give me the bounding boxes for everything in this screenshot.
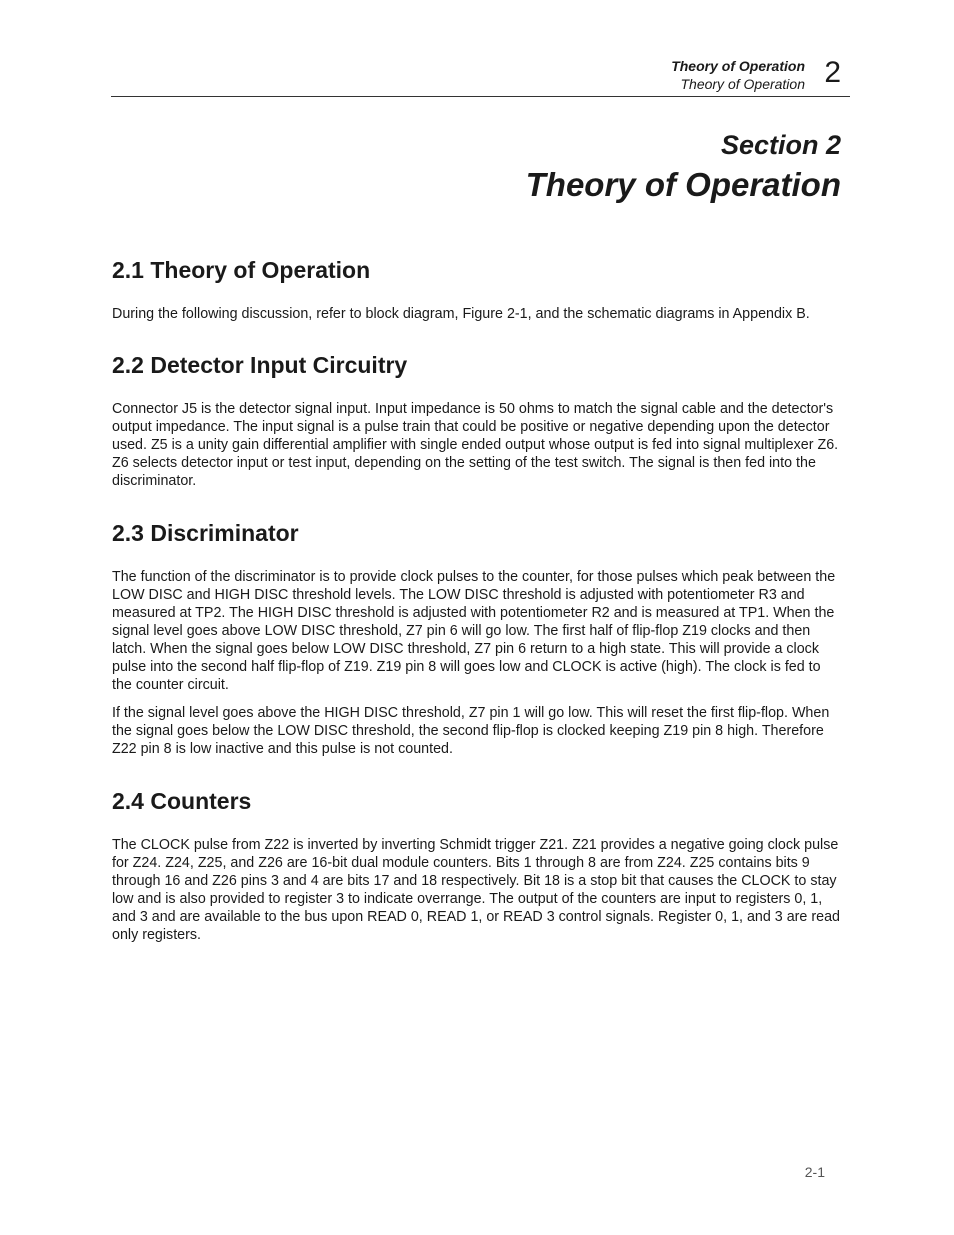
paragraph-2-1-a: During the following discussion, refer to block diagram, Figure 2-1, and the schematic diagrams in Appendix B.: [112, 306, 810, 322]
section-heading-2-1: 2.1 Theory of Operation: [112, 257, 371, 283]
chapter-number: 2: [824, 56, 841, 89]
paragraph-2-4-a: The CLOCK pulse from Z22 is inverted by inverting Schmidt trigger Z21. Z21 provides a negative going clock pulse for Z24. Z24, Z25, and Z26 are 16-bit dual module counters. Bits 1 through 8 are from Z24. Z25 contains bits 9 through 16 and Z26 pins 3 and 4 are bits 17 and 18 respectively. Bit 18 is a stop bit that causes the CLOCK to stay low and is also provided to register 3 to indicate overrange. The output of the counters are input to registers 0, 1, and 3 and are available to the bus upon READ 0, READ 1, or READ 3 control signals. Register 0, 1, and 3 are read only registers.: [112, 836, 840, 943]
paragraph-2-2-a: Connector J5 is the detector signal input. Input impedance is 50 ohms to match the signal cable and the detector's output impedance. The input signal is a pulse train that could be positive or negative depending upon the detector used. Z5 is a unity gain differential amplifier with single ended output whose output is fed into signal multiplexer Z6. Z6 selects detector input or test input, depending on the setting of the test switch. The signal is then fed into the discriminator.: [112, 401, 839, 490]
page-content: [112, 252, 844, 944]
header-section-title: Theory of Operation: [680, 76, 805, 92]
page-number: 2-1: [804, 1164, 825, 1180]
section-heading-2-4: 2.4 Counters: [112, 787, 252, 814]
header-text-block: [671, 57, 805, 93]
running-header: [111, 54, 850, 97]
header-chapter-title: Theory of Operation: [671, 58, 805, 74]
section-title: Theory of Operation: [525, 166, 841, 203]
section-heading-2-2: 2.2 Detector Input Circuitry: [112, 352, 408, 379]
paragraph-2-3-a: The function of the discriminator is to provide clock pulses to the counter, for those pulses which peak between the LOW DISC and HIGH DISC threshold levels. The LOW DISC threshold is adjusted with potentiometer R3 and measured at TP2. The HIGH DISC threshold is adjusted with potentiometer R2 and is measured at TP1. When the signal level goes above LOW DISC threshold, Z7 pin 6 will go low. The first half of flip-flop Z19 clocks and then latch. When the signal goes below LOW DISC threshold, Z7 pin 6 return to a high state. This will provide a clock pulse into the second half flip-flop of Z19. Z19 pin 8 will goes low and CLOCK is active (high). The clock is fed to the counter circuit.: [112, 568, 836, 694]
section-heading-2-3: 2.3 Discriminator: [112, 519, 299, 546]
paragraph-2-3-b: If the signal level goes above the HIGH DISC threshold, Z7 pin 1 will go low. This will reset the first flip-flop. When the signal goes below the LOW DISC threshold, the second flip-flop is clocked keeping Z19 pin 8 high. Therefore Z22 pin 8 is low inactive and this pulse is not counted.: [112, 705, 830, 758]
section-label: Section 2: [720, 130, 841, 160]
